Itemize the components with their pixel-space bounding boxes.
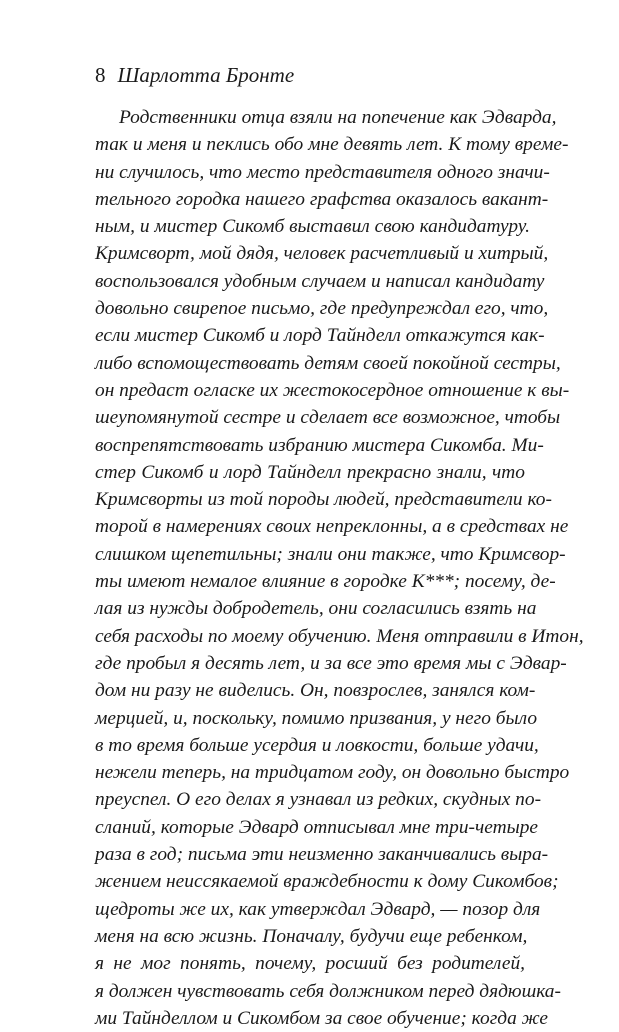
text-line: Кримсворты из той породы людей, представители ко- [95, 489, 552, 511]
text-line: где пробыл я десять лет, и за все это время мы с Эдвар- [95, 652, 567, 674]
text-line: щедроты же их, как утверждал Эдвард, — позор для [95, 898, 541, 920]
text-line: в то время больше усердия и ловкости, больше удачи, [95, 734, 539, 756]
text-line: слишком щепетильны; знали они также, что Кримсвор- [95, 543, 566, 565]
running-head [95, 63, 294, 87]
text-line: либо вспомоществовать детям своей покойной сестры, [95, 352, 561, 374]
text-line: ным, и мистер Сикомб выставил свою кандидатуру. [95, 216, 531, 238]
text-line: тельного городка нашего графства оказалось вакант- [95, 188, 549, 210]
text-line: Кримсворт, мой дядя, человек расчетливый и хитрый, [95, 243, 549, 265]
text-line: воспользовался удобным случаем и написал кандидату [95, 270, 545, 292]
text-line: воспрепятствовать избранию мистера Сикомба. Ми- [95, 434, 544, 456]
text-line: сланий, которые Эдвард отписывал мне три-четыре [95, 816, 539, 838]
text-line: ни случилось, что место представителя одного значи- [95, 161, 550, 183]
text-line: я не мог понять, почему, росший без родителей, [95, 953, 525, 975]
body-text [95, 104, 584, 1032]
text-line: дом ни разу не виделись. Он, повзрослев, занялся ком- [95, 680, 536, 702]
text-line: мерцией, и, поскольку, помимо призвания, у него было [95, 707, 538, 729]
text-line: так и меня и пеклись обо мне девять лет. К тому време- [95, 134, 569, 156]
text-line: раза в год; письма эти неизменно заканчивались выра- [95, 844, 549, 866]
text-line: нежели теперь, на тридцатом году, он довольно быстро [95, 762, 570, 784]
text-line: стер Сикомб и лорд Тайнделл прекрасно знали, что [95, 461, 525, 483]
text-line: меня на всю жизнь. Поначалу, будучи еще ребенком, [95, 925, 528, 947]
text-line: жением неиссякаемой враждебности к дому Сикомбов; [95, 871, 559, 893]
text-line: он предаст огласке их жестокосердное отношение к вы- [95, 379, 570, 401]
page-number: 8 [95, 63, 106, 87]
running-head-title: Шарлотта Бронте [117, 63, 295, 87]
text-line: шеупомянутой сестре и сделает все возможное, чтобы [95, 407, 561, 429]
text-line: лая из нужды добродетель, они согласились взять на [95, 598, 537, 620]
text-line: Родственники отца взяли на попечение как Эдварда, [119, 107, 557, 128]
text-line: ты имеют немалое влияние в городке К***; посему, де- [95, 571, 556, 593]
text-line: довольно свирепое письмо, где предупреждал его, что, [95, 298, 549, 320]
text-line: преуспел. О его делах я узнавал из редких, скудных по- [95, 789, 542, 811]
text-line: если мистер Сикомб и лорд Тайнделл откажутся как- [95, 325, 545, 347]
text-line: торой в намерениях своих непреклонны, а в средствах не [95, 516, 569, 538]
text-line: я должен чувствовать себя должником перед дядюшка- [95, 980, 561, 1002]
text-line: себя расходы по моему обучению. Меня отправили в Итон, [95, 625, 584, 647]
text-line: ми Тайнделлом и Сикомбом за свое обучение; когда же [95, 1007, 548, 1029]
